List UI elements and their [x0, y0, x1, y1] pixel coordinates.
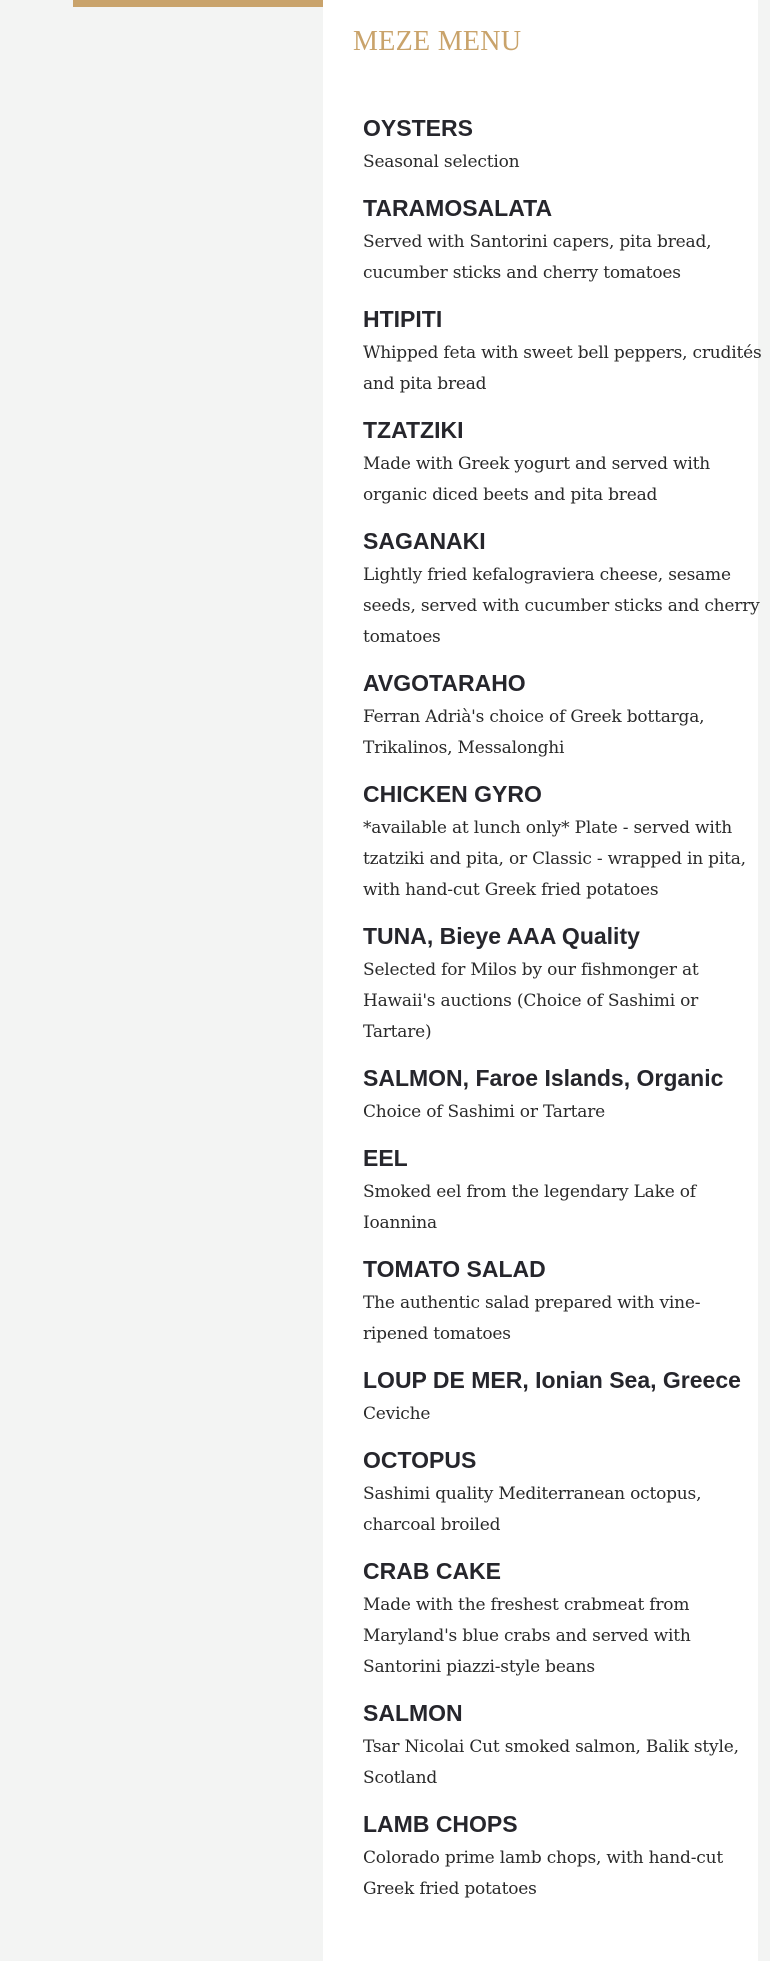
menu-item-htipiti — [363, 303, 763, 400]
item-description: Served with Santorini capers, pita bread, cucumber sticks and cherry tomatoes — [363, 232, 712, 283]
item-description: Colorado prime lamb chops, with hand-cut Greek fried potatoes — [363, 1848, 723, 1899]
menu-item-oysters — [363, 112, 763, 178]
menu-title: MEZE MENU — [353, 26, 522, 57]
item-name: HTIPITI — [363, 306, 443, 332]
menu-item-tomato-salad — [363, 1253, 763, 1350]
accent-bar — [73, 0, 323, 7]
item-description: Selected for Milos by our fishmonger at Hawaii's auctions (Choice of Sashimi or Tartare) — [363, 960, 699, 1042]
menu-item-tzatziki — [363, 414, 763, 511]
item-description: Made with Greek yogurt and served with organic diced beets and pita bread — [363, 454, 711, 505]
item-name: SALMON — [363, 1700, 463, 1726]
item-name: AVGOTARAHO — [363, 670, 526, 696]
item-name: OYSTERS — [363, 115, 473, 141]
item-description: Ceviche — [363, 1404, 431, 1424]
item-description: *available at lunch only* Plate - served with tzatziki and pita, or Classic - wrapped in pita, with hand-cut Greek fried potatoes — [363, 818, 746, 900]
left-margin-area — [0, 0, 323, 1961]
item-description: Ferran Adrià's choice of Greek bottarga, Trikalinos, Messalonghi — [363, 707, 705, 758]
item-description: Lightly fried kefalograviera cheese, sesame seeds, served with cucumber sticks and cherry tomatoes — [363, 565, 760, 647]
item-name: CHICKEN GYRO — [363, 781, 542, 807]
menu-list — [363, 112, 763, 1919]
item-description: Seasonal selection — [363, 152, 520, 172]
menu-item-octopus — [363, 1444, 763, 1541]
item-name: LAMB CHOPS — [363, 1811, 518, 1837]
menu-item-salmon-faroe — [363, 1062, 763, 1128]
item-name: TZATZIKI — [363, 417, 464, 443]
item-name: TUNA, Bieye AAA Quality — [363, 923, 640, 949]
menu-item-salmon — [363, 1697, 763, 1794]
menu-item-avgotaraho — [363, 667, 763, 764]
item-description: Choice of Sashimi or Tartare — [363, 1102, 605, 1122]
menu-item-taramosalata — [363, 192, 763, 289]
item-name: TARAMOSALATA — [363, 195, 553, 221]
item-name: SALMON, Faroe Islands, Organic — [363, 1065, 724, 1091]
menu-item-crab-cake — [363, 1555, 763, 1683]
menu-item-tuna — [363, 920, 763, 1048]
menu-item-eel — [363, 1142, 763, 1239]
item-name: CRAB CAKE — [363, 1558, 501, 1584]
item-name: SAGANAKI — [363, 528, 486, 554]
item-description: Whipped feta with sweet bell peppers, crudités and pita bread — [363, 343, 762, 394]
item-name: OCTOPUS — [363, 1447, 477, 1473]
item-description: Smoked eel from the legendary Lake of Ioannina — [363, 1182, 696, 1233]
item-description: Made with the freshest crabmeat from Maryland's blue crabs and served with Santorini piazzi-style beans — [363, 1595, 691, 1677]
item-name: LOUP DE MER, Ionian Sea, Greece — [363, 1367, 741, 1393]
item-description: Tsar Nicolai Cut smoked salmon, Balik style, Scotland — [363, 1737, 739, 1788]
item-description: The authentic salad prepared with vine-ripened tomatoes — [363, 1293, 701, 1344]
menu-item-saganaki — [363, 525, 763, 653]
menu-item-chicken-gyro — [363, 778, 763, 906]
item-name: TOMATO SALAD — [363, 1256, 546, 1282]
item-name: EEL — [363, 1145, 408, 1171]
item-description: Sashimi quality Mediterranean octopus, charcoal broiled — [363, 1484, 702, 1535]
menu-item-loup-de-mer — [363, 1364, 763, 1430]
menu-item-lamb-chops — [363, 1808, 763, 1905]
